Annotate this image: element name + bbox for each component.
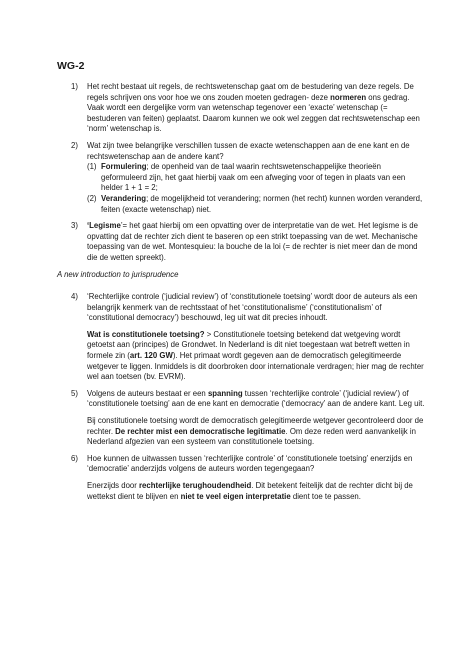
bold-term: spanning <box>207 388 243 398</box>
question-text <box>87 389 427 410</box>
bold-term: Wat is constitutionele toetsing? <box>87 329 205 339</box>
answer-text <box>87 481 427 502</box>
page-title: WG-2 <box>57 60 85 72</box>
question-3 <box>57 221 427 263</box>
text-run: . Dit betekent feitelijk dat de rechter dicht bij de wettekst dient te blijven en <box>87 481 413 501</box>
bold-term: Formulering <box>101 162 147 172</box>
question-1 <box>57 82 427 135</box>
question-number: 5) <box>71 388 78 398</box>
question-number: 6) <box>71 453 78 463</box>
sub-item-1 <box>87 162 427 194</box>
text-run: > Constitutionele toetsing betekend dat wetgeving wordt getoetst aan (principes) de Grondwet. In Nederland is dit niet toegestaan wat betreft wetten in formele zin ( <box>87 329 410 361</box>
text-run: ). Het primaat wordt gegeven aan de democratisch gelegitimeerde wetgever te liggen. Inmiddels is dit doorbroken door internationale verdragen; hier mag de rechter wel aan toetsen (bv. EVRM). <box>87 351 424 382</box>
question-number: 2) <box>71 140 78 150</box>
text-run: Bij constitutionele toetsing wordt de democratisch gelegitimeerde wetgever gecontroleerd door de rechter. <box>87 416 424 436</box>
bold-term: niet te veel eigen interpretatie <box>180 491 291 501</box>
question-number: 4) <box>71 292 78 302</box>
answer-text <box>87 330 427 383</box>
text-run: . Om deze reden werd aanvankelijk in Nederland afgezien van een systeem van constitutionele toetsing. <box>87 426 416 447</box>
question-6 <box>57 454 427 475</box>
bold-term: normeren <box>330 92 367 102</box>
question-text: Wat zijn twee belangrijke verschillen tussen de exacte wetenschappen aan de ene kant en de rechtswetenschap aan de andere kant? <box>87 140 410 161</box>
question-4 <box>57 292 427 324</box>
question-2 <box>57 141 427 215</box>
sub-item-number: (1) <box>87 162 97 172</box>
bold-term: rechterlijke terughoudendheid <box>139 481 252 490</box>
text-run: tussen ‘rechterlijke controle’ (‘judicial review’) of ‘constitutionele toetsing’ aan de ene kant en democratie (‘democracy’ aan de andere kant. Leg uit. <box>87 388 425 409</box>
bold-term: ‘Legisme <box>87 221 121 231</box>
text-run: ’= het gaat hierbij om een opvatting over de interpretatie van de wet. Het legisme is de opvatting dat de rechter zich dient te baseren op een strikt toepassing van de wet. Mechanische toepassing van de wet. Montesquieu: la bouche de la loi (= de rechter is niet meer dan de mond die de wetten spreekt). <box>87 221 418 262</box>
sub-item-number: (2) <box>87 193 97 203</box>
text-run: ; de mogelijkheid tot verandering; normen (het recht) kunnen worden veranderd, feiten (exacte wetenschap) niet. <box>101 193 423 214</box>
question-5 <box>57 389 427 410</box>
answer-text <box>87 416 427 448</box>
bold-term: Verandering <box>101 193 147 203</box>
text-run: Enerzijds door <box>87 481 140 490</box>
question-number: 1) <box>71 82 78 91</box>
text-run: dient toe te passen. <box>290 491 361 501</box>
text-run: ; de openheid van de taal waarin rechtswetenschappelijke theorieën geformuleerd zijn, het gaat hierbij vaak om een afweging voor of tegen in plaats van een helder 1 + 1 = 2; <box>101 162 406 193</box>
question-text <box>87 221 427 263</box>
bold-term: De rechter mist een democratische legitimatie <box>115 426 286 436</box>
question-text <box>87 82 427 135</box>
document-body <box>57 82 427 508</box>
section-heading: A new introduction to jurisprudence <box>57 269 179 279</box>
question-text: ‘Rechterlijke controle (‘judicial review’) of ‘constitutionele toetsing’ wordt door de auteurs als een belangrijk kenmerk van de rechtsstaat of het ‘constitutionalisme’ (‘constitutionalism’ of ‘constitutional democracy’) beschouwd, leg uit wat dit precies inhoudt. <box>87 292 418 323</box>
text-run: Het recht bestaat uit regels, de rechtswetenschap gaat om de bestudering van deze regels. De regels schrijven ons voor hoe we ons zouden moeten gedragen- deze <box>87 82 414 102</box>
question-text: Hoe kunnen de uitwassen tussen ‘rechterlijke controle’ of ‘constitutionele toetsing’ enerzijds en ‘democratie’ anderzijds volgens de auteurs worden tegengegaan? <box>87 453 413 474</box>
sub-item-2 <box>87 194 427 215</box>
answer-5 <box>57 416 427 448</box>
answer-6 <box>57 481 427 502</box>
answer-4 <box>57 330 427 383</box>
text-run: Volgens de auteurs bestaat er een <box>87 388 208 398</box>
question-number: 3) <box>71 221 78 231</box>
text-run: ons gedrag. Vaak wordt een dergelijke vorm van wetenschap tegenover een ‘exacte’ wetenschap (= bestuderen van feiten) geplaatst. Daarom kunnen we ook wel zeggen dat rechtswetenschap een ‘norm’ wetenschap is. <box>87 92 420 134</box>
bold-term: art. 120 GW <box>129 351 173 361</box>
